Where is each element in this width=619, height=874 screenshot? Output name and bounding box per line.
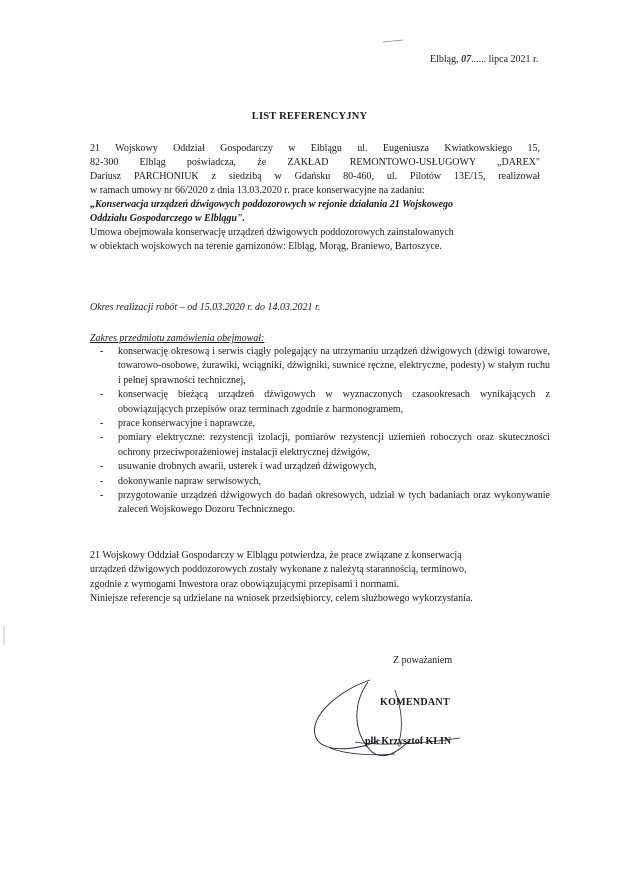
- closing-line-1: 21 Wojskowy Oddział Gospodarczy w Elblągu potwierdza, że prace związane z konserwacją: [90, 550, 462, 561]
- date-line: [430, 54, 538, 65]
- closing-line-2: urządzeń dźwigowych poddozorowych zostały wykonane z należytą starannością, terminowo,: [90, 564, 467, 576]
- intro-line-4: w ramach umowy nr 66/2020 z dnia 13.03.2020 r. prace konserwacyjne na zadaniu:: [90, 185, 425, 196]
- intro-line-2: 82-300 Elbląg poświadcza, że ZAKŁAD REMONTOWO-USŁUGOWY „DAREX": [90, 157, 540, 168]
- document-title: LIST REFERENCYJNY: [251, 111, 368, 122]
- regards-text: Z poważaniem: [393, 655, 453, 666]
- date-day-handwritten: 07: [461, 54, 472, 65]
- list-item: [90, 460, 550, 474]
- list-item-text: konserwację bieżącą urządzeń dźwigowych w wyznaczonych czasookresach wynikających z obowiązujących przepisów oraz terminach zgodnie z harmonogramem,: [118, 389, 550, 415]
- bullet-dash: -: [100, 389, 104, 401]
- list-item-text: przygotowanie urządzeń dźwigowych do badań okresowych, udział w tych badaniach oraz wykonywanie zaleceń Wojskowego Dozoru Technicznego.: [118, 490, 550, 516]
- signatory-position: KOMENDANT: [380, 697, 450, 708]
- intro-paragraph: [90, 142, 540, 254]
- task-name-line-2: Oddziału Gospodarczego w Elblągu".: [90, 213, 246, 224]
- intro-line-3: Dariusz PARCHONIUK z siedzibą w Gdańsku 80-460, ul. Pilotów 13E/15, realizował: [90, 171, 540, 182]
- list-item: [90, 475, 550, 489]
- contract-scope-line-1: Umowa obejmowała konserwację urządzeń dźwigowych poddozorowych zainstalowanych: [90, 227, 454, 238]
- handwritten-signature: [300, 670, 480, 770]
- list-item: [90, 417, 550, 431]
- scan-mark-top: [382, 38, 404, 44]
- list-item-text: usuwanie drobnych awarii, usterek i wad urządzeń dźwigowych,: [118, 461, 377, 473]
- list-item: [90, 345, 550, 388]
- list-item: [90, 489, 550, 518]
- list-item-text: pomiary elektryczne: rezystencji izolacji, pomiarów rezystencji uziemień roboczych oraz skuteczności ochrony przeciwporażeniowej instalacji elektrycznej dźwigów,: [118, 432, 550, 458]
- list-item-text: prace konserwacyjne i naprawcze,: [118, 418, 256, 430]
- scan-mark-margin: [3, 625, 5, 645]
- bullet-dash: -: [100, 432, 104, 444]
- closing-line-4: Niniejsze referencje są udzielane na wniosek przedsiębiorcy, celem służbowego wykorzystania.: [90, 593, 473, 605]
- bullet-dash: -: [100, 461, 104, 473]
- signatory-name: płk Krzysztof KLIN: [365, 736, 452, 747]
- bullet-dash: -: [100, 418, 104, 430]
- task-name-line-1: „Konserwacja urządzeń dźwigowych poddozorowych w rejonie działania 21 Wojskowego: [90, 199, 454, 210]
- closing-paragraph: [90, 549, 550, 607]
- date-month-year: lipca 2021 r.: [488, 54, 539, 65]
- work-period: Okres realizacji robót – od 15.03.2020 r. do 14.03.2021 r.: [90, 302, 321, 313]
- intro-line-1: 21 Wojskowy Oddział Gospodarczy w Elblągu ul. Eugeniusza Kwiatkowskiego 15,: [90, 143, 540, 154]
- scope-list: [90, 345, 550, 518]
- list-item-text: dokonywanie napraw serwisowych,: [118, 475, 262, 487]
- date-dots: ......: [471, 54, 487, 65]
- bullet-dash: -: [100, 346, 104, 357]
- contract-scope-line-2: w obiektach wojskowych na terenie garnizonów: Elbląg, Morąg, Braniewo, Bartoszyce.: [90, 241, 442, 252]
- bullet-dash: -: [100, 475, 104, 487]
- closing-line-3: zgodnie z wymogami Inwestora oraz obowiązującymi przepisami i normami.: [90, 578, 400, 590]
- list-item-text: konserwację okresową i serwis ciągły polegający na utrzymaniu urządzeń dźwigowych (dźwigi towarowe, towarowo-osobowe, żurawiki, wciągniki, dźwigniki, suwnice ręczne, elektryczne, podesty) w stałym ruchu i pełnej sprawności technicznej,: [118, 346, 550, 386]
- scope-heading: Zakres przedmiotu zamówienia obejmował:: [90, 333, 265, 344]
- date-city: Elbląg,: [430, 54, 459, 65]
- bullet-dash: -: [100, 490, 104, 502]
- list-item: [90, 431, 550, 460]
- list-item: [90, 388, 550, 417]
